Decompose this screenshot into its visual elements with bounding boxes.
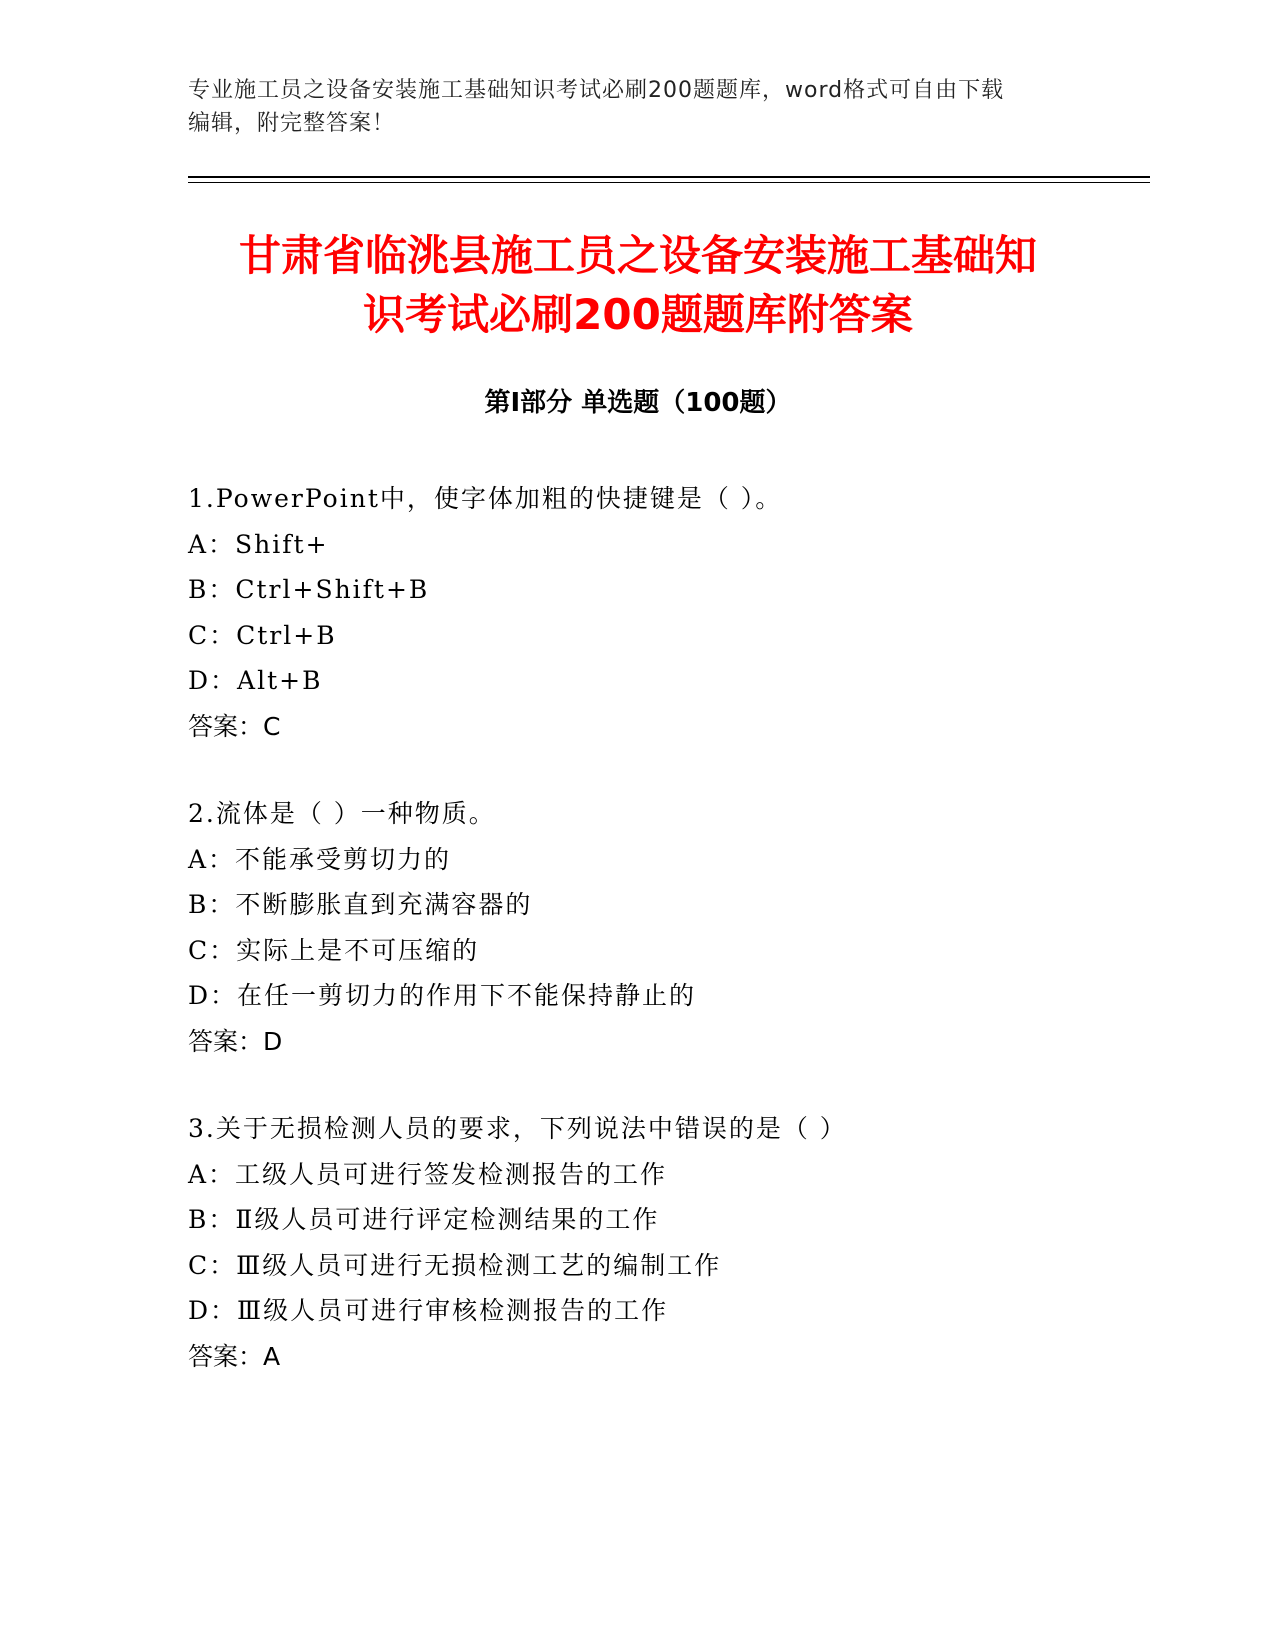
header-note-line-2: 编辑，附完整答案！ xyxy=(188,111,396,136)
answer-line: 答案：C xyxy=(188,711,281,741)
option-a: A：工级人员可进行签发检测报告的工作 xyxy=(188,1159,668,1189)
question-stem: 2.流体是（ ）一种物质。 xyxy=(188,799,496,828)
option-b: B：Ⅱ级人员可进行评定检测结果的工作 xyxy=(188,1205,660,1234)
question-stem: 3.关于无损检测人员的要求，下列说法中错误的是（ ） xyxy=(188,1114,847,1143)
question-3 xyxy=(188,1106,1148,1379)
document-title-line-2: 识考试必刷200题题库附答案 xyxy=(363,290,913,339)
section-title: 第Ⅰ部分 单选题（100题） xyxy=(484,388,792,418)
option-b: B：Ctrl+Shift+B xyxy=(188,575,430,604)
option-a: A：不能承受剪切力的 xyxy=(188,844,452,874)
option-d: D：Ⅲ级人员可进行审核检测报告的工作 xyxy=(188,1296,669,1325)
header-note xyxy=(188,74,1088,140)
option-c: C：Ⅲ级人员可进行无损检测工艺的编制工作 xyxy=(188,1250,722,1280)
option-c: C：实际上是不可压缩的 xyxy=(188,935,480,965)
document-title-line-1: 甘肃省临洮县施工员之设备安装施工基础知 xyxy=(238,231,1037,280)
question-1 xyxy=(188,476,1148,749)
header-note-line-1: 专业施工员之设备安装施工基础知识考试必刷200题题库，word格式可自由下载 xyxy=(188,78,1005,103)
option-a: A：Shift+ xyxy=(188,529,329,559)
option-c: C：Ctrl+B xyxy=(188,620,337,650)
option-d: D：在任一剪切力的作用下不能保持静止的 xyxy=(188,981,697,1010)
header-divider-thin xyxy=(188,182,1150,183)
question-list xyxy=(188,476,1148,1421)
question-stem: 1.PowerPoint中，使字体加粗的快捷键是（ ）。 xyxy=(188,484,783,513)
option-b: B：不断膨胀直到充满容器的 xyxy=(188,890,533,919)
document-title xyxy=(188,226,1088,344)
answer-line: 答案：A xyxy=(188,1341,281,1371)
answer-line: 答案：D xyxy=(188,1026,283,1056)
header-divider-thick xyxy=(188,176,1150,178)
option-d: D：Alt+B xyxy=(188,666,323,695)
question-2 xyxy=(188,791,1148,1064)
